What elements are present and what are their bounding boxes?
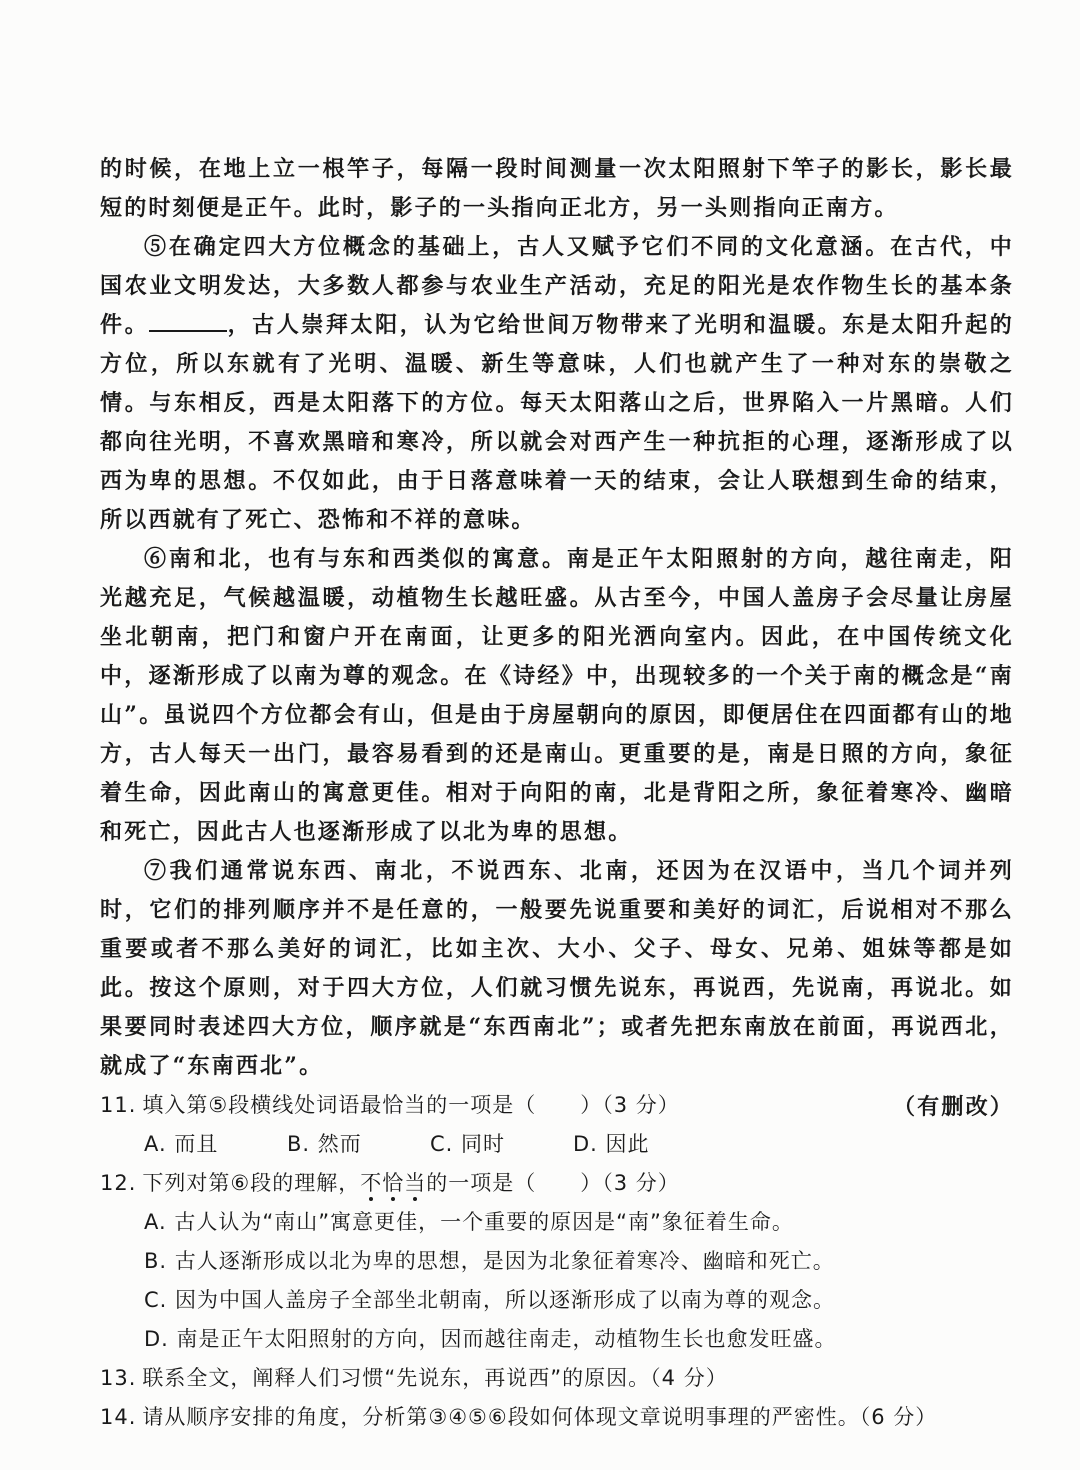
emphasis-char: 不 [360,1164,382,1203]
question-number: 12. [100,1171,137,1195]
option-b: B. 然而 [287,1132,362,1156]
emphasis-text [360,1164,426,1203]
paragraph-7: ⑦我们通常说东西、南北，不说西东、北南，还因为在汉语中，当几个词并列时，它们的排列顺序并不是任意的，一般要先说重要和美好的词汇，后说相对不那么重要或者不那么美好的词汇，比如主次、大小、父子、母女、兄弟、姐妹等都是如此。按这个原则，对于四大方位，人们就习惯先说东，再说西，先说南，再说北。如果要同时表述四大方位，顺序就是“东西南北”；或者先把东南放在前面，再说西北，就成了“东南西北”。 [100,858,1014,1079]
question-12 [100,1164,1014,1203]
paragraph-5 [100,228,1014,540]
question-number: 13. [100,1366,137,1390]
question-14 [100,1398,1014,1437]
question-section [100,1086,1014,1437]
question-text-end: 的一项是（ ）（3 分） [426,1171,680,1195]
paragraph-6: ⑥南和北，也有与东和西类似的寓意。南是正午太阳照射的方向，越往南走，阳光越充足，气候越温暖，动植物生长越旺盛。从古至今，中国人盖房子会尽量让房屋坐北朝南，把门和窗户开在南面，让更多的阳光洒向室内。因此，在中国传统文化中，逐渐形成了以南为尊的观念。在《诗经》中，出现较多的一个关于南的概念是“南山”。虽说四个方位都会有山，但是由于房屋朝向的原因，即便居住在四面都有山的地方，古人每天一出门，最容易看到的还是南山。更重要的是，南是日照的方向，象征着生命，因此南山的寓意更佳。相对于向阳的南，北是背阳之所，象征着寒冷、幽暗和死亡，因此古人也逐渐形成了以北为卑的思想。 [100,546,1014,845]
emphasis-char: 当 [404,1164,426,1203]
option-d: D. 因此 [573,1132,650,1156]
question-text: 请从顺序安排的角度，分析第③④⑤⑥段如何体现文章说明事理的严密性。（6 分） [142,1405,938,1429]
option-c: C. 同时 [430,1132,506,1156]
paragraph-5-part-1: ⑤在确定四大方位概念的基础上，古人又赋予它们不同的文化意涵。在古代，中国农业文明发达，大多数人都参与农业生产活动，充足的阳光是农作物生长的基本条件。 [100,234,1014,338]
option-a: A. 古人认为“南山”寓意更佳，一个重要的原因是“南”象征着生命。 [144,1210,794,1234]
emphasis-dotted-word [360,1164,426,1203]
question-13 [100,1359,1014,1398]
question-number: 11. [100,1093,137,1117]
paragraph-continued: 的时候，在地上立一根竿子，每隔一段时间测量一次太阳照射下竿子的影长，影长最短的时刻便是正午。此时，影子的一头指向正北方，另一头则指向正南方。 [100,156,1014,221]
question-11-options [100,1125,1014,1164]
question-text: 填入第⑤段横线处词语最恰当的一项是（ ）（3 分） [142,1093,680,1117]
paragraph-5-part-2: ，古人崇拜太阳，认为它给世间万物带来了光明和温暖。东是太阳升起的方位，所以东就有了光明、温暖、新生等意味，人们也就产生了一种对东的崇敬之情。与东相反，西是太阳落下的方位。每天太阳落山之后，世界陷入一片黑暗。人们都向往光明，不喜欢黑暗和寒冷，所以就会对西产生一种抗拒的心理，逐渐形成了以西为卑的思想。不仅如此，由于日落意味着一天的结束，会让人联想到生命的结束，所以西就有了死亡、恐怖和不祥的意味。 [100,312,1015,533]
emphasis-char: 恰 [382,1164,404,1203]
option-a: A. 而且 [144,1132,219,1156]
question-number: 14. [100,1405,137,1429]
reading-passage [100,150,1014,1127]
question-11 [100,1086,1014,1125]
question-text-start: 下列对第⑥段的理解， [142,1171,361,1195]
option-c: C. 因为中国人盖房子全部坐北朝南，所以逐渐形成了以南为尊的观念。 [144,1288,836,1312]
option-d: D. 南是正午太阳照射的方向，因而越往南走，动植物生长也愈发旺盛。 [144,1327,837,1351]
fill-in-blank-line [149,308,227,332]
question-text: 联系全文，阐释人们习惯“先说东，再说西”的原因。（4 分） [142,1366,728,1390]
option-b: B. 古人逐渐形成以北为卑的思想，是因为北象征着寒冷、幽暗和死亡。 [144,1249,835,1273]
source-note: （有删改） [892,1094,1014,1120]
